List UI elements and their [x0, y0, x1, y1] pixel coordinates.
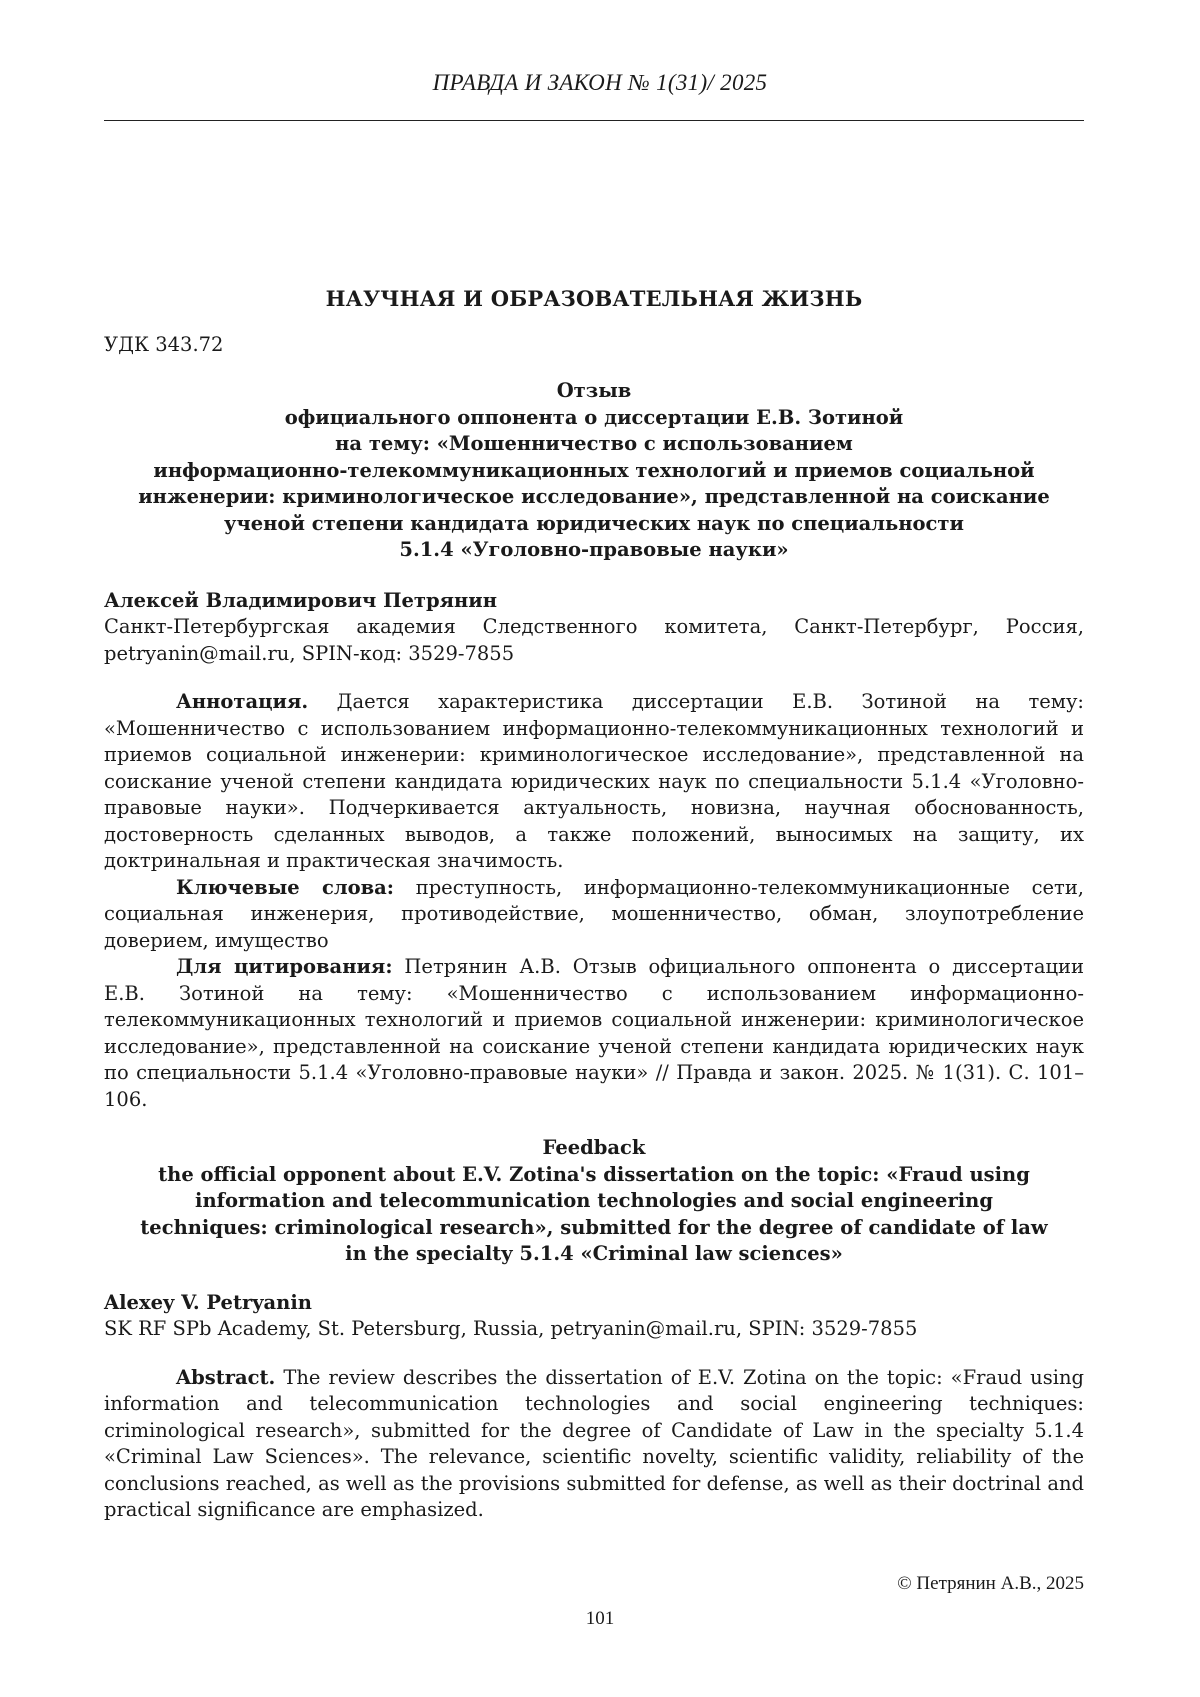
title-line: in the specialty 5.1.4 «Criminal law sciences» — [345, 1242, 843, 1265]
journal-running-header: ПРАВДА И ЗАКОН № 1(31)/ 2025 — [432, 70, 768, 95]
annotation-text: Дается характеристика диссертации Е.В. Зотиной на тему: «Мошенничество с использованием информационно-телекоммуникационных технологий и приемов социальной инженерии: криминологическое исследование», представленной на соискание ученой степени кандидата юридических наук по специальности 5.1.4 «Уголовно-правовые науки». Подчеркивается актуальность, новизна, научная обоснованность, достоверность сделанных выводов, а также положений, выносимых на защиту, их доктринальная и практическая значимость. — [104, 690, 1084, 872]
title-line: ученой степени кандидата юридических наук по специальности — [224, 511, 964, 535]
article-title-en — [104, 1135, 1084, 1268]
abstract-label: Abstract. — [176, 1365, 276, 1389]
author-name-en: Alexey V. Petryanin — [104, 1290, 312, 1314]
title-line: на тему: «Мошенничество с использованием — [335, 432, 853, 455]
annotation-ru — [104, 689, 1084, 875]
abstract-en — [104, 1365, 1084, 1524]
keywords-text: преступность, информационно-телекоммуникационные сети, социальная инженерия, противодействие, мошенничество, обман, злоупотребление доверием, имущество — [104, 875, 1085, 952]
title-line: 5.1.4 «Уголовно-правовые науки» — [399, 538, 789, 561]
title-line: Feedback — [542, 1136, 646, 1159]
citation-ru — [104, 954, 1084, 1113]
title-line: официального оппонента о диссертации Е.В. Зотиной — [284, 405, 904, 429]
title-line: инженерии: криминологическое исследование», представленной на соискание — [138, 485, 1050, 508]
annotation-label: Аннотация. — [176, 690, 309, 713]
udc-code: УДК 343.72 — [104, 333, 224, 356]
keywords-ru — [104, 875, 1084, 955]
article-title-ru — [104, 378, 1084, 564]
author-name-ru: Алексей Владимирович Петрянин — [104, 588, 498, 612]
citation-text: Петрянин А.В. Отзыв официального оппонента о диссертации Е.В. Зотиной на тему: «Мошенничество с использованием информационно-телекоммуникационных технологий и приемов социальной инженерии: криминологическое исследование», представленной на соискание ученой степени кандидата юридических наук по специальности 5.1.4 «Уголовно-правовые науки» // Правда и закон. 2025. № 1(31). С. 101–106. — [104, 955, 1084, 1111]
section-title: НАУЧНАЯ И ОБРАЗОВАТЕЛЬНАЯ ЖИЗНЬ — [325, 286, 863, 311]
title-line: techniques: criminological research», submitted for the degree of candidate of law — [140, 1215, 1048, 1239]
title-line: information and telecommunication technologies and social engineering — [195, 1189, 993, 1212]
header-divider — [104, 120, 1084, 121]
title-line: the official opponent about E.V. Zotina's dissertation on the topic: «Fraud using — [158, 1162, 1030, 1186]
citation-label: Для цитирования: — [176, 955, 393, 978]
keywords-label: Ключевые слова: — [176, 875, 394, 899]
abstract-text: The review describes the dissertation of E.V. Zotina on the topic: «Fraud using information and telecommunication technologies and social engineering techniques: criminological research», submitted for the degree of Candidate of Law in the specialty 5.1.4 «Criminal Law Sciences». The relevance, scientific novelty, scientific validity, reliability of the conclusions reached, as well as the provisions submitted for defense, as well as their doctrinal and practical significance are emphasized. — [104, 1365, 1084, 1521]
copyright-notice: © Петрянин А.В., 2025 — [897, 1573, 1084, 1594]
author-affiliation-ru: Санкт-Петербургская академия Следственного комитета, Санкт-Петербург, Россия, petryanin@mail.ru, SPIN-код: 3529-7855 — [104, 615, 1084, 665]
author-affiliation-en: SK RF SPb Academy, St. Petersburg, Russia, petryanin@mail.ru, SPIN: 3529-7855 — [104, 1317, 918, 1340]
title-line: Отзыв — [556, 379, 632, 402]
page-number: 101 — [585, 1608, 615, 1629]
title-line: информационно-телекоммуникационных технологий и приемов социальной — [153, 458, 1035, 482]
article-content — [104, 286, 1084, 1524]
